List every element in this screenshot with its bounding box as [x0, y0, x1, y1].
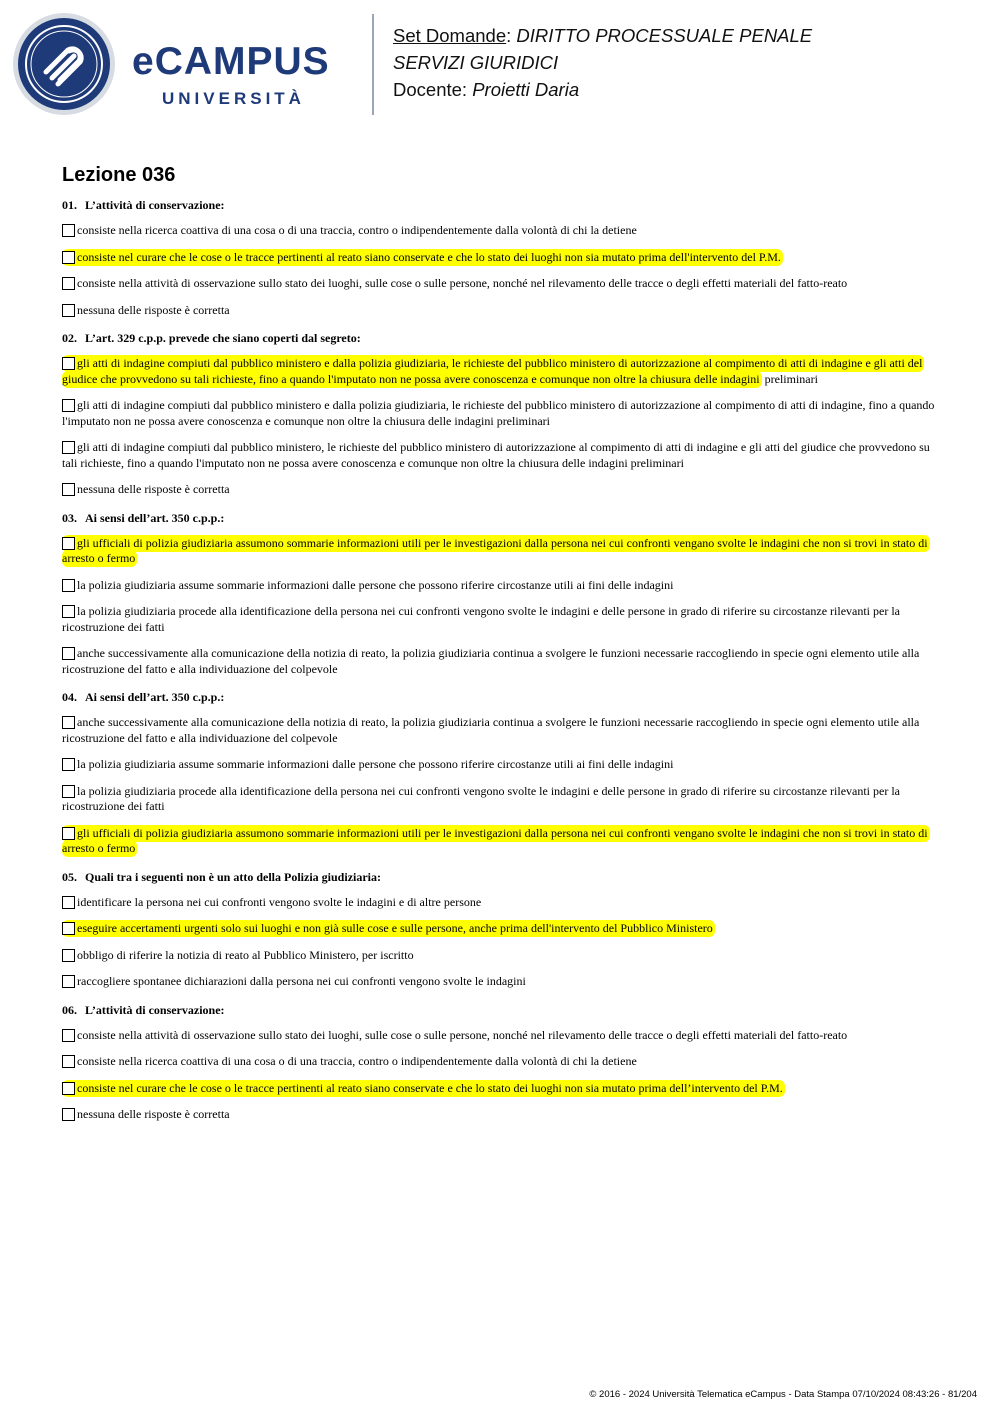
answer-text: gli atti di indagine compiuti dal pubblico ministero e dalla polizia giudiziaria, le richieste del pubblico ministero di autorizzazione al compimento di atti di indagine e gli atti del giudice che provvedono su tali richieste, fino a quando l'imputato non ne possa avere conoscenza e comunque non oltre la chiusura delle indagini	[62, 356, 923, 386]
answer-text: la polizia giudiziaria procede alla identificazione della persona nei cui confronti vengono svolte le indagini e delle persone in grado di riferire su circostanze rilevanti per la ricostruzione dei fatti	[62, 604, 901, 634]
question-text: Ai sensi dell’art. 350 c.p.p.:	[85, 510, 225, 525]
answer-option	[62, 250, 938, 266]
answer-option	[62, 1054, 938, 1070]
answer-option	[62, 356, 938, 387]
question-title	[62, 198, 938, 213]
question-title	[62, 690, 938, 705]
answer-option	[62, 223, 938, 239]
answer-text: eseguire accertamenti urgenti solo sui luoghi e non già sulle cose e sulle persone, anche prima dell'intervento del Pubblico Ministero	[77, 921, 713, 935]
answer-checkbox[interactable]	[62, 1029, 75, 1042]
answer-checkbox[interactable]	[62, 949, 75, 962]
answer-text: gli ufficiali di polizia giudiziaria assumono sommarie informazioni utili per le investigazioni dalla persona nei cui confronti vengano svolte le indagini che non si trovi in stato di arresto o fermo	[62, 535, 928, 565]
answer-checkbox[interactable]	[62, 785, 75, 798]
answer-checkbox[interactable]	[62, 224, 75, 237]
answer-option	[62, 536, 938, 567]
answer-highlight	[62, 1080, 785, 1097]
page-header	[0, 0, 1000, 130]
question-number: 03.	[62, 510, 77, 525]
answer-text: la polizia giudiziaria assume sommarie informazioni dalle persone che possono riferire circostanze utili ai fini delle indagini	[77, 757, 674, 771]
header-divider	[372, 14, 374, 115]
answer-text: anche successivamente alla comunicazione della notizia di reato, la polizia giudiziaria continua a svolgere le funzioni necessarie raccogliendo in specie ogni elemento utile alla ricostruzione del fatto e alla individuazione del colpevole	[62, 646, 920, 676]
question-text: L’art. 329 c.p.p. prevede che siano coperti dal segreto:	[85, 331, 361, 345]
answer-text-tail: preliminari	[761, 371, 818, 386]
answer-option	[62, 948, 938, 964]
question	[62, 511, 938, 678]
answer-checkbox[interactable]	[62, 827, 75, 840]
answer-checkbox[interactable]	[62, 357, 75, 370]
answer-option	[62, 1028, 938, 1044]
set-label: Set Domande	[393, 25, 507, 46]
answer-option	[62, 757, 938, 773]
answer-highlight	[62, 249, 783, 266]
question-text: Quali tra i seguenti non è un atto della Polizia giudiziaria:	[85, 869, 382, 884]
answer-text: nessuna delle risposte è corretta	[77, 1107, 230, 1121]
question-title	[62, 1003, 938, 1018]
answer-checkbox[interactable]	[62, 441, 75, 454]
docente-name: Proietti Daria	[472, 79, 580, 100]
set-info	[393, 22, 812, 103]
answer-text: consiste nel curare che le cose o le tracce pertinenti al reato siano conservate e che lo stato dei luoghi non sia mutato prima dell’intervento del P.M.	[77, 1080, 783, 1095]
answer-checkbox[interactable]	[62, 716, 75, 729]
answer-text: la polizia giudiziaria assume sommarie informazioni dalle persone che possono riferire circostanze utili ai fini delle indagini	[77, 577, 674, 592]
answer-option	[62, 895, 938, 911]
question	[62, 198, 938, 318]
question	[62, 331, 938, 498]
question-number: 06.	[62, 1002, 77, 1017]
answer-checkbox[interactable]	[62, 1055, 75, 1068]
question-text: Ai sensi dell’art. 350 c.p.p.:	[85, 690, 225, 704]
answer-option	[62, 1107, 938, 1123]
answer-text: consiste nel curare che le cose o le tracce pertinenti al reato siano conservate e che lo stato dei luoghi non sia mutato prima dell'intervento del P.M.	[77, 249, 781, 264]
answer-checkbox[interactable]	[62, 399, 75, 412]
answer-text: anche successivamente alla comunicazione della notizia di reato, la polizia giudiziaria continua a svolgere le funzioni necessarie raccogliendo in specie ogni elemento utile alla ricostruzione del fatto e alla individuazione del colpevole	[62, 715, 920, 745]
question-number: 04.	[62, 690, 77, 704]
answer-text: consiste nella attività di osservazione sullo stato dei luoghi, sulle cose o sulle persone, nonché nel rilevamento delle tracce o degli effetti materiali del fatto-reato	[77, 276, 848, 290]
answer-text: gli atti di indagine compiuti dal pubblico ministero e dalla polizia giudiziaria, le richieste del pubblico ministero di autorizzazione al compimento di atti di indagine, fino a quando l'imputato non ne possa avere conoscenza e comunque non oltre la chiusura delle indagini preliminari	[62, 398, 935, 428]
answer-option	[62, 715, 938, 746]
question-title	[62, 870, 938, 885]
set-course-subtitle: SERVIZI GIURIDICI	[393, 52, 559, 73]
answer-option	[62, 826, 938, 857]
answer-checkbox[interactable]	[62, 304, 75, 317]
question-title	[62, 511, 938, 526]
set-course-title: DIRITTO PROCESSUALE PENALE	[516, 25, 813, 46]
answer-option	[62, 1081, 938, 1097]
question-number: 02.	[62, 331, 77, 345]
answer-option	[62, 440, 938, 471]
answer-option	[62, 921, 938, 937]
lesson-title: Lezione 036	[62, 164, 176, 186]
answer-checkbox[interactable]	[62, 251, 75, 264]
answer-text: raccogliere spontanee dichiarazioni dalla persona nei cui confronti vengono svolte le indagini	[77, 974, 526, 988]
answer-checkbox[interactable]	[62, 647, 75, 660]
answer-checkbox[interactable]	[62, 483, 75, 496]
answer-text: consiste nella ricerca coattiva di una cosa o di una traccia, contro o indipendentemente dalla volontà di chi la detiene	[77, 1054, 637, 1068]
answer-checkbox[interactable]	[62, 975, 75, 988]
question-number: 01.	[62, 198, 77, 212]
answer-text: obbligo di riferire la notizia di reato al Pubblico Ministero, per iscritto	[77, 947, 414, 962]
answer-checkbox[interactable]	[62, 579, 75, 592]
question	[62, 690, 938, 857]
question	[62, 870, 938, 990]
question	[62, 1003, 938, 1123]
answer-text: gli ufficiali di polizia giudiziaria assumono sommarie informazioni utili per le investigazioni dalla persona nei cui confronti vengano svolte le indagini che non si trovi in stato di arresto o fermo	[62, 825, 928, 855]
answer-checkbox[interactable]	[62, 605, 75, 618]
answer-checkbox[interactable]	[62, 537, 75, 550]
answer-checkbox[interactable]	[62, 1108, 75, 1121]
answer-text: nessuna delle risposte è corretta	[77, 482, 230, 496]
answer-checkbox[interactable]	[62, 922, 75, 935]
answer-highlight	[62, 825, 930, 858]
docente-label: Docente:	[393, 79, 468, 100]
question-title	[62, 331, 938, 346]
answer-option	[62, 482, 938, 498]
answer-text: consiste nella ricerca coattiva di una cosa o di una traccia, contro o indipendentemente dalla volontà di chi la detiene	[77, 223, 637, 237]
question-number: 05.	[62, 869, 77, 884]
answer-option	[62, 604, 938, 635]
answer-option	[62, 276, 938, 292]
answer-text: gli atti di indagine compiuti dal pubblico ministero, le richieste del pubblico ministero di autorizzazione al compimento di atti di indagine e gli atti del giudice che provvedono su tali richieste, fino a quando l'imputato non ne possa avere conoscenza e comunque non oltre la chiusura delle indagini preliminari	[62, 440, 930, 470]
answer-checkbox[interactable]	[62, 1082, 75, 1095]
answer-checkbox[interactable]	[62, 277, 75, 290]
answer-text: nessuna delle risposte è corretta	[77, 302, 230, 317]
answer-option	[62, 646, 938, 677]
answer-option	[62, 784, 938, 815]
answer-option	[62, 303, 938, 319]
brand-subtitle: UNIVERSITÀ	[162, 89, 305, 108]
answer-option	[62, 974, 938, 990]
ecampus-emblem-icon	[12, 12, 116, 116]
question-text: L’attività di conservazione:	[85, 1002, 225, 1017]
answer-text: la polizia giudiziaria procede alla identificazione della persona nei cui confronti vengono svolte le indagini e delle persone in grado di riferire su circostanze rilevanti per la ricostruzione dei fatti	[62, 783, 901, 813]
answer-text: identificare la persona nei cui confronti vengono svolte le indagini e di altre persone	[77, 894, 482, 909]
question-text: L’attività di conservazione:	[85, 198, 225, 212]
answer-highlight	[62, 535, 930, 568]
brand-wordmark: eCAMPUS	[132, 40, 330, 83]
answer-option	[62, 398, 938, 429]
answer-checkbox[interactable]	[62, 896, 75, 909]
docente-line	[393, 76, 812, 103]
page-footer: © 2016 - 2024 Università Telematica eCampus - Data Stampa 07/10/2024 08:43:26 - 81/204	[589, 1389, 977, 1400]
answer-text: consiste nella attività di osservazione sullo stato dei luoghi, sulle cose o sulle persone, nonché nel rilevamento delle tracce o degli effetti materiali del fatto-reato	[77, 1027, 848, 1042]
document-body	[62, 162, 938, 1136]
answer-highlight	[62, 920, 715, 937]
answer-checkbox[interactable]	[62, 758, 75, 771]
set-title-line: Set Domande: DIRITTO PROCESSUALE PENALE	[393, 25, 813, 46]
answer-option	[62, 578, 938, 594]
